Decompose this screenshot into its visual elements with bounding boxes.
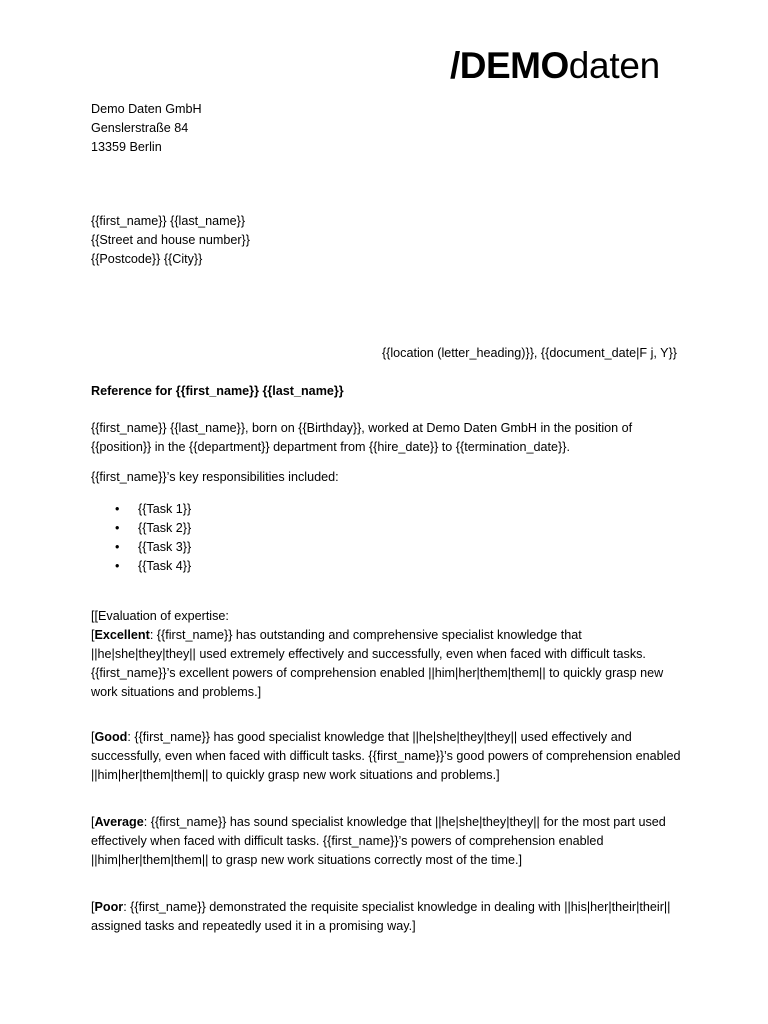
recipient-address — [91, 212, 681, 269]
bracket-open: [ — [91, 730, 95, 744]
task-text: {{Task 1}} — [138, 502, 192, 516]
company-logo — [450, 46, 660, 86]
evaluation-label-good: Good — [94, 730, 128, 744]
evaluation-text-excellent: : {{first_name}} has outstanding and comprehensive specialist knowledge that ||he|she|they|they|| used extremely effectively and successfully, even when faced with difficult tasks. {{first_name}}’s excellent powers of comprehension enabled ||him|her|them|them|| to quickly grasp new work situations and problems.] — [91, 628, 664, 699]
sender-city: 13359 Berlin — [91, 140, 162, 154]
recipient-city: {{Postcode}} {{City}} — [91, 252, 203, 266]
reference-heading: Reference for {{first_name}} {{last_name}} — [91, 384, 344, 398]
evaluation-section — [91, 607, 681, 702]
evaluation-text-poor: : {{first_name}} demonstrated the requisite specialist knowledge in dealing with ||his|her|their|their|| assigned tasks and repeatedly used it in a promising way.] — [91, 900, 671, 933]
evaluation-label-average: Average — [94, 815, 144, 829]
recipient-street: {{Street and house number}} — [91, 233, 250, 247]
list-item — [115, 557, 191, 576]
bullet-icon: • — [115, 521, 120, 535]
sender-street: Genslerstraße 84 — [91, 121, 189, 135]
evaluation-text-average: : {{first_name}} has sound specialist knowledge that ||he|she|they|they|| for the most part used effectively when faced with difficult tasks. {{first_name}}’s powers of comprehension enabled ||him|her|them|them|| to grasp new work situations correctly most of the time.] — [91, 815, 666, 867]
logo-light-text: daten — [568, 45, 660, 86]
task-list — [115, 500, 191, 576]
evaluation-label-excellent: Excellent — [94, 628, 150, 642]
evaluation-title: [[Evaluation of expertise: — [91, 609, 229, 623]
bullet-icon: • — [115, 502, 120, 516]
bracket-open: [ — [91, 628, 95, 642]
list-item — [115, 538, 191, 557]
bullet-icon: • — [115, 559, 120, 573]
responsibilities-intro: {{first_name}}’s key responsibilities included: — [91, 470, 339, 484]
evaluation-excellent — [91, 626, 681, 702]
task-text: {{Task 2}} — [138, 521, 192, 535]
evaluation-text-good: : {{first_name}} has good specialist knowledge that ||he|she|they|they|| used effectively and successfully, even when faced with difficult tasks. {{first_name}}’s good powers of comprehension enabled ||him|her|them|them|| to quickly grasp new work situations and problems.] — [91, 730, 681, 782]
sender-company: Demo Daten GmbH — [91, 102, 202, 116]
intro-paragraph: {{first_name}} {{last_name}}, born on {{Birthday}}, worked at Demo Daten GmbH in the position of {{position}} in the {{department}} department from {{hire_date}} to {{termination_date}}. — [91, 421, 633, 454]
sender-address — [91, 100, 681, 157]
recipient-name: {{first_name}} {{last_name}} — [91, 214, 246, 228]
bullet-icon: • — [115, 540, 120, 554]
task-text: {{Task 4}} — [138, 559, 192, 573]
task-text: {{Task 3}} — [138, 540, 192, 554]
evaluation-average — [91, 813, 681, 870]
list-item — [115, 500, 191, 519]
evaluation-label-poor: Poor — [94, 900, 124, 914]
location-date-line: {{location (letter_heading)}}, {{document_date|F j, Y}} — [381, 346, 677, 360]
bracket-open: [ — [91, 815, 95, 829]
bracket-open: [ — [91, 900, 95, 914]
logo-bold-text: /DEMO — [450, 45, 569, 86]
evaluation-good — [91, 728, 681, 785]
evaluation-poor — [91, 898, 681, 936]
list-item — [115, 519, 191, 538]
